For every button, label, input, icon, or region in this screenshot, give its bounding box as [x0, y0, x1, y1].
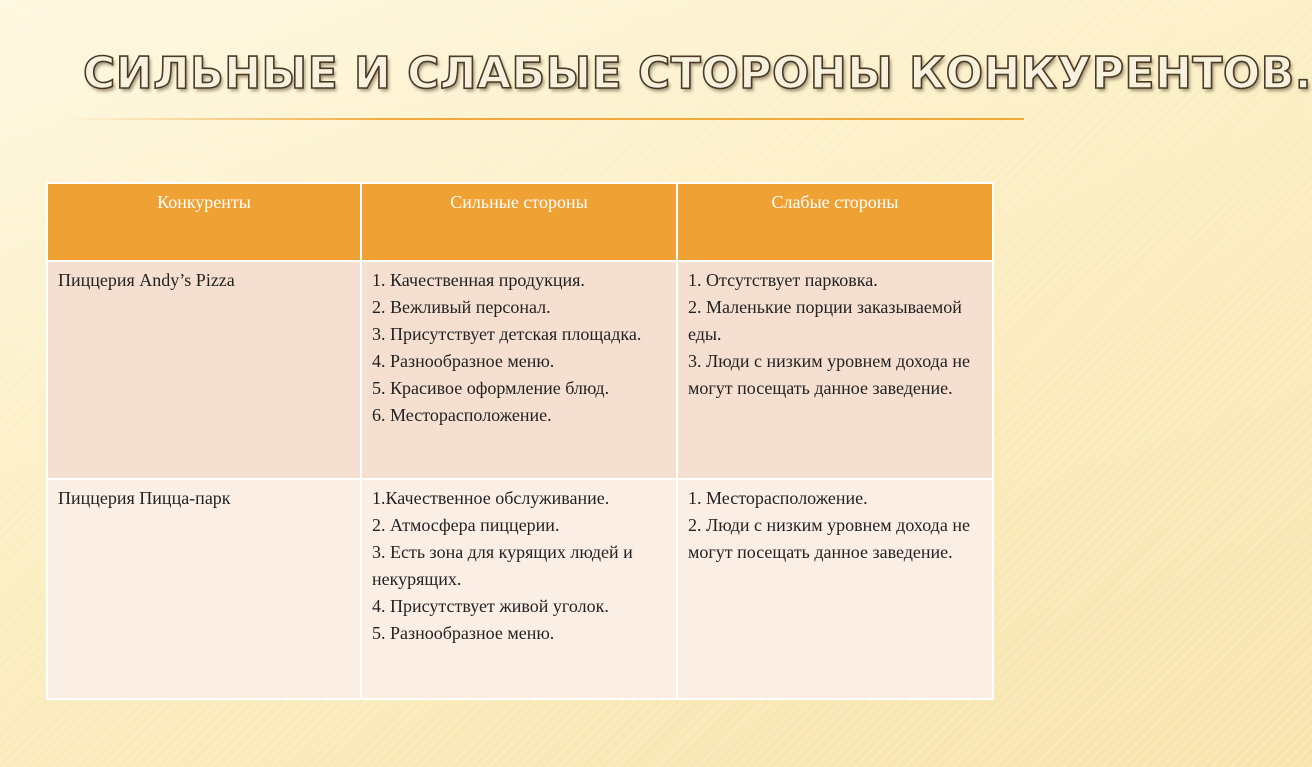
list-item: 1.Качественное обслуживание. — [372, 488, 610, 508]
weaknesses-cell — [677, 261, 993, 479]
list-item: 6. Месторасположение. — [372, 405, 552, 425]
list-item: 3. Люди с низким уровнем дохода не могут посещать данное заведение. — [688, 351, 970, 398]
competitor-name: Пиццерия Andy’s Pizza — [47, 261, 361, 479]
list-item: 4. Разнообразное меню. — [372, 351, 555, 371]
table-row — [47, 261, 993, 479]
list-item: 4. Присутствует живой уголок. — [372, 596, 609, 616]
header-competitors: Конкуренты — [47, 183, 361, 261]
strengths-cell — [361, 479, 677, 699]
table-header-row — [47, 183, 993, 261]
list-item: 2. Атмосфера пиццерии. — [372, 515, 560, 535]
strengths-cell — [361, 261, 677, 479]
list-item: 2. Маленькие порции заказываемой еды. — [688, 297, 962, 344]
competitors-table — [46, 182, 994, 700]
list-item: 1. Отсутствует парковка. — [688, 270, 878, 290]
header-strengths: Сильные стороны — [361, 183, 677, 261]
competitor-name: Пиццерия Пицца-парк — [47, 479, 361, 699]
title-underline — [58, 118, 1024, 120]
list-item: 2. Вежливый персонал. — [372, 297, 551, 317]
list-item: 5. Красивое оформление блюд. — [372, 378, 610, 398]
list-item: 2. Люди с низким уровнем дохода не могут посещать данное заведение. — [688, 515, 970, 562]
list-item: 1. Месторасположение. — [688, 488, 868, 508]
list-item: 5. Разнообразное меню. — [372, 623, 555, 643]
table-row — [47, 479, 993, 699]
list-item: 1. Качественная продукция. — [372, 270, 585, 290]
list-item: 3. Присутствует детская площадка. — [372, 324, 642, 344]
list-item: 3. Есть зона для курящих людей и некурящих. — [372, 542, 633, 589]
slide-title: СИЛЬНЫЕ И СЛАБЫЕ СТОРОНЫ КОНКУРЕНТОВ. — [83, 48, 1312, 99]
header-weaknesses: Слабые стороны — [677, 183, 993, 261]
weaknesses-cell — [677, 479, 993, 699]
